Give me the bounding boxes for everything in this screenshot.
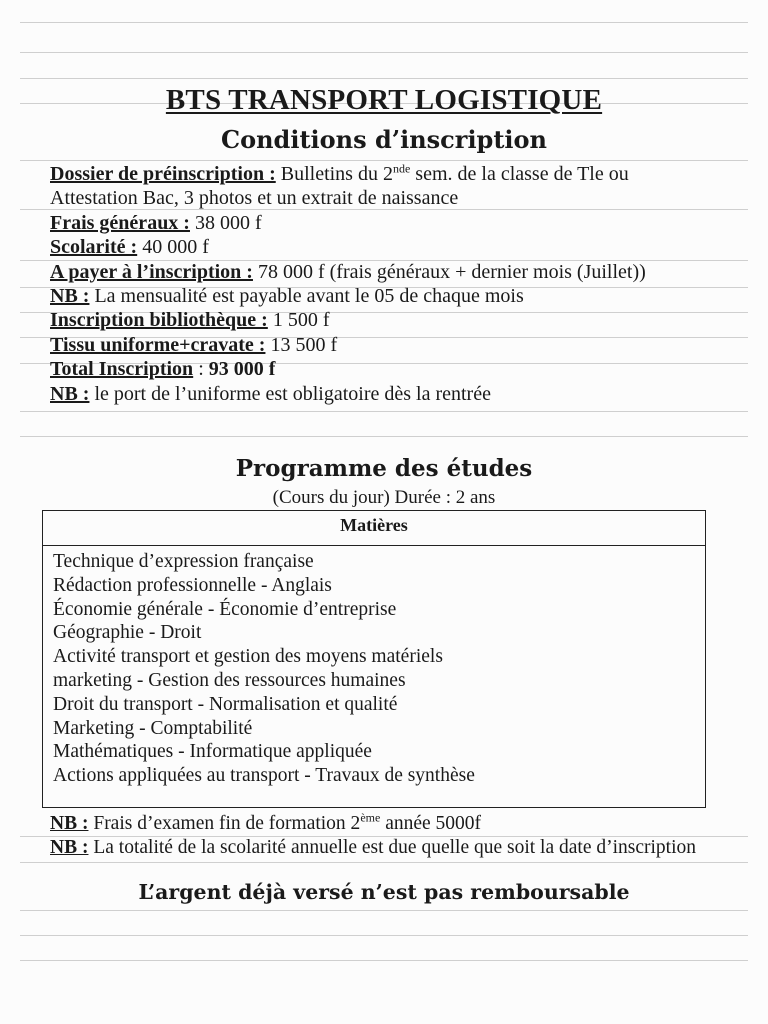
ruled-line	[20, 52, 748, 53]
frais-line	[50, 211, 710, 235]
nb-examen-line	[50, 812, 710, 836]
nb-text: La mensualité est payable avant le 05 de chaque mois	[89, 285, 524, 308]
ruled-line	[20, 411, 748, 412]
subject-item: Rédaction professionnelle - Anglais	[53, 574, 332, 596]
programme-heading: Programme des études	[235, 455, 533, 482]
subject-item: Géographie - Droit	[53, 622, 202, 644]
ruled-line	[20, 160, 748, 161]
tissu-line	[50, 333, 710, 357]
total-label: Total Inscription	[50, 358, 194, 381]
nb-text: La totalité de la scolarité annuelle est due quelle que soit la date d’inscription	[88, 836, 697, 858]
subject-item: Mathématiques - Informatique appliquée	[53, 741, 372, 763]
nb-text: le port de l’uniforme est obligatoire dès la rentrée	[89, 382, 491, 405]
biblio-label: Inscription bibliothèque :	[50, 309, 268, 332]
scolarite-label: Scolarité :	[50, 236, 138, 259]
total-separator: :	[193, 358, 209, 381]
programme-subheading: (Cours du jour) Durée : 2 ans	[272, 487, 496, 508]
nb-label: NB :	[50, 285, 90, 308]
scolarite-value: 40 000 f	[137, 236, 209, 259]
dossier-label: Dossier de préinscription :	[50, 163, 276, 185]
frais-value: 38 000 f	[189, 211, 262, 234]
subject-item: Activité transport et gestion des moyens matériels	[53, 646, 443, 668]
payer-label: A payer à l’inscription :	[50, 260, 253, 283]
dossier-text-1: Bulletins du 2	[275, 163, 393, 185]
biblio-value: 1 500 f	[267, 309, 330, 332]
ruled-line	[20, 22, 748, 23]
nb-text-1: Frais d’examen fin de formation 2	[88, 813, 361, 834]
nb-uniforme-line	[50, 382, 710, 406]
payer-line	[50, 260, 710, 284]
scolarite-line	[50, 235, 710, 259]
ruled-line	[20, 935, 748, 936]
dossier-sup: nde	[392, 161, 411, 176]
conditions-heading: Conditions d’inscription	[220, 125, 547, 154]
ruled-line	[20, 910, 748, 911]
dossier-line	[50, 162, 710, 211]
nb-text-2: année 5000f	[380, 813, 482, 834]
nb-label: NB :	[50, 813, 89, 834]
subject-item: Marketing - Comptabilité	[53, 717, 253, 739]
payer-value: 78 000 f (frais généraux + dernier mois (Juillet))	[252, 260, 646, 283]
tissu-value: 13 500 f	[265, 333, 338, 356]
nb-mensualite-line	[50, 284, 710, 308]
notes-block	[50, 812, 710, 859]
nb-label: NB :	[50, 836, 89, 858]
table-header: Matières	[43, 511, 705, 546]
ruled-line	[20, 436, 748, 437]
subjects-list	[43, 546, 705, 788]
refund-notice: L’argent déjà versé n’est pas remboursable	[138, 880, 630, 904]
conditions-block	[50, 162, 710, 406]
subject-item: marketing - Gestion des ressources humaines	[53, 669, 406, 691]
subject-item: Économie générale - Économie d’entreprise	[53, 598, 397, 620]
ruled-line	[20, 78, 748, 79]
total-value: 93 000 f	[208, 358, 276, 381]
frais-label: Frais généraux :	[50, 211, 190, 234]
nb-sup: ème	[360, 810, 381, 825]
subject-item: Actions appliquées au transport - Travaux de synthèse	[53, 765, 475, 787]
nb-scolarite-line	[50, 836, 710, 860]
ruled-line	[20, 960, 748, 961]
subject-item: Technique d’expression française	[53, 551, 314, 572]
tissu-label: Tissu uniforme+cravate :	[50, 333, 266, 356]
biblio-line	[50, 308, 710, 332]
dossier-text-2: sem. de la classe de Tle ou Attestation Bac, 3 photos et un extrait de naissance	[50, 163, 629, 210]
subjects-table	[42, 510, 706, 808]
subject-item: Droit du transport - Normalisation et qualité	[53, 693, 398, 715]
page-title: BTS TRANSPORT LOGISTIQUE	[165, 84, 603, 116]
total-line	[50, 357, 710, 381]
nb-label: NB :	[50, 382, 90, 405]
ruled-line	[20, 862, 748, 863]
